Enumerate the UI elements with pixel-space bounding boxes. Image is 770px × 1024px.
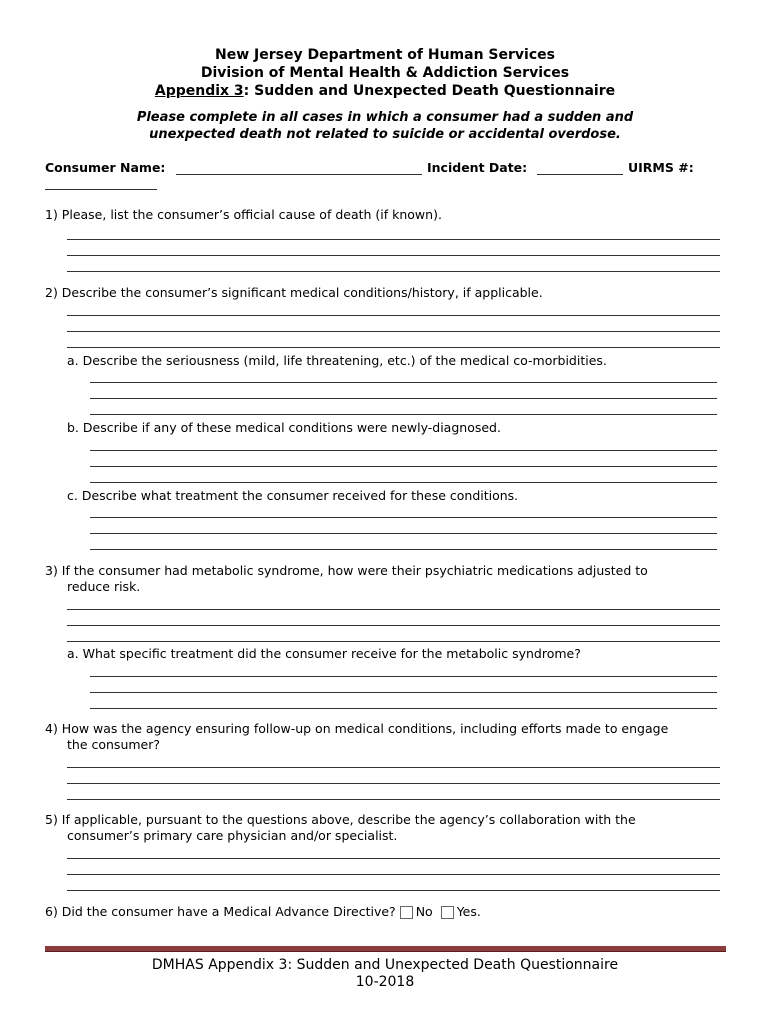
answer-line[interactable] bbox=[67, 783, 720, 784]
uirms-label: UIRMS #: bbox=[628, 160, 694, 175]
answer-line[interactable] bbox=[67, 271, 720, 272]
question-1: 1) Please, list the consumer’s official cause of death (if known). bbox=[45, 207, 442, 222]
answer-line[interactable] bbox=[67, 609, 720, 610]
answer-line[interactable] bbox=[90, 692, 717, 693]
question-2: 2) Describe the consumer’s significant medical conditions/history, if applicable. bbox=[45, 285, 543, 300]
answer-line[interactable] bbox=[67, 315, 720, 316]
yes-checkbox[interactable] bbox=[441, 906, 454, 919]
consumer-name-field[interactable] bbox=[176, 174, 422, 175]
question-2c: c. Describe what treatment the consumer received for these conditions. bbox=[67, 488, 519, 503]
answer-line[interactable] bbox=[67, 239, 720, 240]
answer-line[interactable] bbox=[67, 890, 720, 891]
answer-line[interactable] bbox=[67, 625, 720, 626]
question-6 bbox=[45, 904, 481, 920]
question-4: 4) How was the agency ensuring follow-up on medical conditions, including efforts made to engage bbox=[45, 721, 669, 736]
answer-line[interactable] bbox=[67, 858, 720, 859]
instructions-line-2: unexpected death not related to suicide or accidental overdose. bbox=[149, 127, 621, 142]
footer-line-2: 10-2018 bbox=[355, 974, 415, 990]
answer-line[interactable] bbox=[90, 517, 717, 518]
question-5: 5) If applicable, pursuant to the questions above, describe the agency’s collaboration with the bbox=[45, 812, 636, 827]
incident-date-field[interactable] bbox=[537, 174, 623, 175]
incident-date-label: Incident Date: bbox=[427, 160, 528, 175]
header-line-1: New Jersey Department of Human Services bbox=[215, 47, 555, 63]
answer-line[interactable] bbox=[90, 466, 717, 467]
appendix-title: : Sudden and Unexpected Death Questionnaire bbox=[243, 83, 616, 99]
answer-line[interactable] bbox=[67, 767, 720, 768]
answer-line[interactable] bbox=[90, 382, 717, 383]
answer-line[interactable] bbox=[67, 255, 720, 256]
question-6-text: 6) Did the consumer have a Medical Advance Directive? bbox=[45, 904, 396, 919]
answer-line[interactable] bbox=[90, 414, 717, 415]
question-5-cont: consumer’s primary care physician and/or specialist. bbox=[67, 828, 398, 843]
footer-line-1: DMHAS Appendix 3: Sudden and Unexpected Death Questionnaire bbox=[151, 957, 619, 973]
answer-line[interactable] bbox=[67, 347, 720, 348]
question-3: 3) If the consumer had metabolic syndrome, how were their psychiatric medications adjusted to bbox=[45, 563, 648, 578]
answer-line[interactable] bbox=[67, 799, 720, 800]
question-3a: a. What specific treatment did the consumer receive for the metabolic syndrome? bbox=[67, 646, 581, 661]
answer-line[interactable] bbox=[90, 398, 717, 399]
yes-label: Yes. bbox=[456, 904, 481, 919]
header-line-2: Division of Mental Health & Addiction Services bbox=[200, 65, 570, 81]
question-2b: b. Describe if any of these medical conditions were newly-diagnosed. bbox=[67, 420, 501, 435]
consumer-name-label: Consumer Name: bbox=[45, 160, 166, 175]
no-checkbox[interactable] bbox=[400, 906, 413, 919]
header-line-3 bbox=[0, 82, 770, 100]
answer-line[interactable] bbox=[90, 708, 717, 709]
answer-line[interactable] bbox=[90, 549, 717, 550]
answer-line[interactable] bbox=[90, 676, 717, 677]
question-2a: a. Describe the seriousness (mild, life threatening, etc.) of the medical co-morbidities. bbox=[67, 353, 607, 368]
instructions-line-1: Please complete in all cases in which a consumer had a sudden and bbox=[136, 110, 634, 125]
answer-line[interactable] bbox=[67, 641, 720, 642]
answer-line[interactable] bbox=[90, 482, 717, 483]
answer-line[interactable] bbox=[67, 874, 720, 875]
uirms-field[interactable] bbox=[45, 189, 157, 190]
answer-line[interactable] bbox=[90, 450, 717, 451]
no-label: No bbox=[415, 904, 433, 919]
appendix-label: Appendix 3 bbox=[154, 83, 244, 99]
answer-line[interactable] bbox=[67, 331, 720, 332]
question-4-cont: the consumer? bbox=[67, 737, 161, 752]
footer-rule bbox=[45, 946, 726, 952]
answer-line[interactable] bbox=[90, 533, 717, 534]
question-3-cont: reduce risk. bbox=[67, 579, 141, 594]
